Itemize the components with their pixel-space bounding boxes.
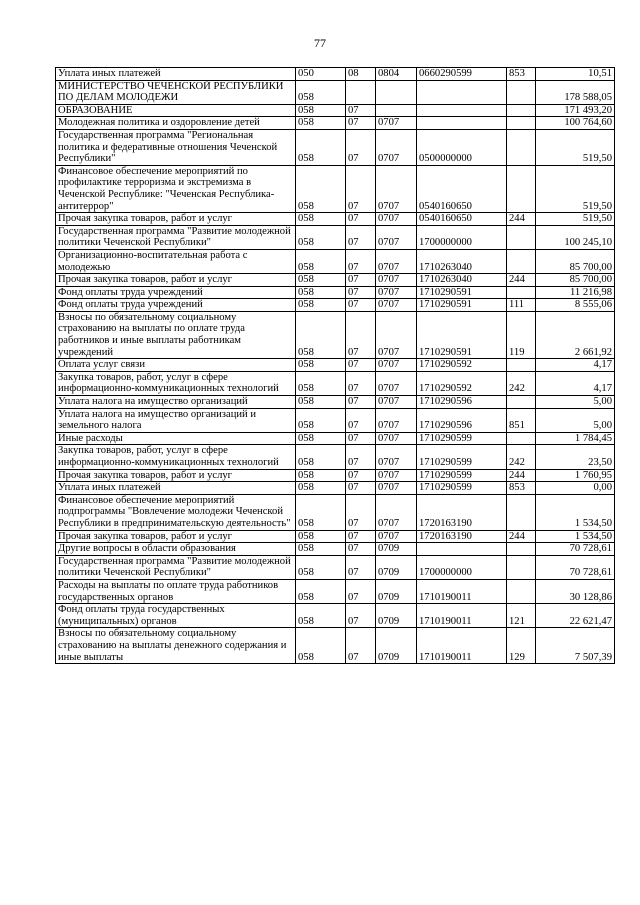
expense-type-cell: 853 xyxy=(507,482,536,495)
expense-type-cell xyxy=(507,249,536,273)
target-article-cell: 1720163190 xyxy=(417,530,507,543)
amount-cell: 30 128,86 xyxy=(536,579,615,603)
target-article-cell xyxy=(417,117,507,130)
subsection-code-cell: 0709 xyxy=(376,579,417,603)
target-article-cell: 1710290599 xyxy=(417,432,507,445)
subsection-code-cell: 0707 xyxy=(376,286,417,299)
gr-code-cell: 058 xyxy=(296,286,346,299)
table-row xyxy=(56,628,615,664)
subsection-code-cell: 0707 xyxy=(376,299,417,312)
expense-name-cell: МИНИСТЕРСТВО ЧЕЧЕНСКОЙ РЕСПУБЛИКИ ПО ДЕЛАМ МОЛОДЕЖИ xyxy=(56,80,296,104)
table-row xyxy=(56,579,615,603)
budget-table-body xyxy=(56,68,615,664)
gr-code-cell: 058 xyxy=(296,530,346,543)
table-row xyxy=(56,530,615,543)
subsection-code-cell: 0707 xyxy=(376,129,417,165)
amount-cell: 10,51 xyxy=(536,68,615,81)
section-code-cell: 07 xyxy=(346,396,376,409)
gr-code-cell: 058 xyxy=(296,80,346,104)
table-row xyxy=(56,396,615,409)
expense-name-cell: Иные расходы xyxy=(56,432,296,445)
expense-name-cell: Уплата иных платежей xyxy=(56,68,296,81)
subsection-code-cell: 0707 xyxy=(376,274,417,287)
amount-cell: 1 534,50 xyxy=(536,494,615,530)
table-row xyxy=(56,225,615,249)
table-row xyxy=(56,543,615,556)
expense-type-cell: 244 xyxy=(507,213,536,226)
table-row xyxy=(56,482,615,495)
section-code-cell: 07 xyxy=(346,299,376,312)
expense-name-cell: Финансовое обеспечение мероприятий по профилактике терроризма и экстремизма в Чеченской Республике: "Чеченская Республика-антитеррор" xyxy=(56,165,296,212)
table-row xyxy=(56,604,615,628)
gr-code-cell: 058 xyxy=(296,579,346,603)
target-article-cell: 1710190011 xyxy=(417,579,507,603)
amount-cell: 178 588,05 xyxy=(536,80,615,104)
gr-code-cell: 058 xyxy=(296,482,346,495)
section-code-cell: 07 xyxy=(346,165,376,212)
subsection-code-cell: 0707 xyxy=(376,408,417,432)
section-code-cell: 07 xyxy=(346,494,376,530)
subsection-code-cell: 0707 xyxy=(376,469,417,482)
table-row xyxy=(56,249,615,273)
gr-code-cell: 058 xyxy=(296,104,346,117)
table-row xyxy=(56,117,615,130)
gr-code-cell: 058 xyxy=(296,555,346,579)
amount-cell: 2 661,92 xyxy=(536,311,615,358)
expense-name-cell: Закупка товаров, работ, услуг в сфере информационно-коммуникационных технологий xyxy=(56,445,296,469)
section-code-cell: 07 xyxy=(346,371,376,395)
expense-name-cell: Фонд оплаты труда учреждений xyxy=(56,286,296,299)
table-row xyxy=(56,494,615,530)
gr-code-cell: 058 xyxy=(296,371,346,395)
section-code-cell: 07 xyxy=(346,213,376,226)
amount-cell: 22 621,47 xyxy=(536,604,615,628)
expense-name-cell: Оплата услуг связи xyxy=(56,359,296,372)
expense-name-cell: Прочая закупка товаров, работ и услуг xyxy=(56,274,296,287)
target-article-cell: 1710263040 xyxy=(417,274,507,287)
amount-cell: 100 764,60 xyxy=(536,117,615,130)
target-article-cell: 1710290591 xyxy=(417,286,507,299)
target-article-cell: 0540160650 xyxy=(417,165,507,212)
expense-type-cell: 242 xyxy=(507,371,536,395)
expense-type-cell xyxy=(507,117,536,130)
expense-type-cell: 129 xyxy=(507,628,536,664)
expense-name-cell: Закупка товаров, работ, услуг в сфере информационно-коммуникационных технологий xyxy=(56,371,296,395)
subsection-code-cell: 0707 xyxy=(376,371,417,395)
gr-code-cell: 058 xyxy=(296,299,346,312)
section-code-cell: 07 xyxy=(346,579,376,603)
subsection-code-cell: 0709 xyxy=(376,543,417,556)
table-row xyxy=(56,80,615,104)
expense-name-cell: Прочая закупка товаров, работ и услуг xyxy=(56,213,296,226)
expense-type-cell: 244 xyxy=(507,469,536,482)
subsection-code-cell: 0707 xyxy=(376,396,417,409)
expense-type-cell xyxy=(507,543,536,556)
table-row xyxy=(56,408,615,432)
target-article-cell: 1720163190 xyxy=(417,494,507,530)
expense-type-cell xyxy=(507,104,536,117)
target-article-cell: 1710290599 xyxy=(417,482,507,495)
target-article-cell: 1710290599 xyxy=(417,445,507,469)
expense-name-cell: Другие вопросы в области образования xyxy=(56,543,296,556)
expense-name-cell: Уплата налога на имущество организаций xyxy=(56,396,296,409)
expense-name-cell: Государственная программа "Региональная политика и федеративные отношения Чеченской Республики" xyxy=(56,129,296,165)
table-row xyxy=(56,359,615,372)
expense-type-cell xyxy=(507,494,536,530)
amount-cell: 519,50 xyxy=(536,129,615,165)
table-row xyxy=(56,165,615,212)
expense-name-cell: ОБРАЗОВАНИЕ xyxy=(56,104,296,117)
amount-cell: 23,50 xyxy=(536,445,615,469)
amount-cell: 70 728,61 xyxy=(536,543,615,556)
gr-code-cell: 058 xyxy=(296,225,346,249)
section-code-cell: 07 xyxy=(346,469,376,482)
gr-code-cell: 058 xyxy=(296,213,346,226)
expense-name-cell: Прочая закупка товаров, работ и услуг xyxy=(56,469,296,482)
target-article-cell: 1710263040 xyxy=(417,249,507,273)
expense-name-cell: Взносы по обязательному социальному страхованию на выплаты денежного содержания и иные выплаты xyxy=(56,628,296,664)
section-code-cell xyxy=(346,80,376,104)
subsection-code-cell: 0707 xyxy=(376,494,417,530)
target-article-cell xyxy=(417,104,507,117)
amount-cell: 85 700,00 xyxy=(536,274,615,287)
expense-type-cell: 853 xyxy=(507,68,536,81)
amount-cell: 519,50 xyxy=(536,165,615,212)
section-code-cell: 07 xyxy=(346,530,376,543)
gr-code-cell: 058 xyxy=(296,469,346,482)
budget-table xyxy=(55,67,615,664)
page-number: 77 xyxy=(314,36,326,50)
expense-type-cell: 242 xyxy=(507,445,536,469)
gr-code-cell: 058 xyxy=(296,165,346,212)
section-code-cell: 07 xyxy=(346,628,376,664)
target-article-cell: 1710190011 xyxy=(417,604,507,628)
section-code-cell: 07 xyxy=(346,311,376,358)
expense-name-cell: Фонд оплаты труда учреждений xyxy=(56,299,296,312)
table-row xyxy=(56,68,615,81)
expense-type-cell xyxy=(507,286,536,299)
section-code-cell: 07 xyxy=(346,274,376,287)
subsection-code-cell: 0707 xyxy=(376,359,417,372)
expense-name-cell: Прочая закупка товаров, работ и услуг xyxy=(56,530,296,543)
target-article-cell: 0660290599 xyxy=(417,68,507,81)
expense-type-cell xyxy=(507,359,536,372)
subsection-code-cell: 0707 xyxy=(376,213,417,226)
expense-type-cell: 244 xyxy=(507,274,536,287)
amount-cell: 4,17 xyxy=(536,359,615,372)
expense-type-cell xyxy=(507,579,536,603)
section-code-cell: 07 xyxy=(346,432,376,445)
subsection-code-cell xyxy=(376,104,417,117)
amount-cell: 11 216,98 xyxy=(536,286,615,299)
expense-name-cell: Фонд оплаты труда государственных (муниципальных) органов xyxy=(56,604,296,628)
section-code-cell: 07 xyxy=(346,445,376,469)
target-article-cell: 0540160650 xyxy=(417,213,507,226)
amount-cell: 8 555,06 xyxy=(536,299,615,312)
gr-code-cell: 058 xyxy=(296,494,346,530)
target-article-cell: 1710290592 xyxy=(417,371,507,395)
subsection-code-cell: 0707 xyxy=(376,117,417,130)
amount-cell: 7 507,39 xyxy=(536,628,615,664)
amount-cell: 0,00 xyxy=(536,482,615,495)
gr-code-cell: 058 xyxy=(296,408,346,432)
subsection-code-cell: 0707 xyxy=(376,482,417,495)
table-row xyxy=(56,286,615,299)
table-row xyxy=(56,299,615,312)
subsection-code-cell: 0707 xyxy=(376,249,417,273)
expense-type-cell xyxy=(507,396,536,409)
section-code-cell: 08 xyxy=(346,68,376,81)
table-row xyxy=(56,445,615,469)
gr-code-cell: 058 xyxy=(296,445,346,469)
gr-code-cell: 058 xyxy=(296,628,346,664)
gr-code-cell: 058 xyxy=(296,604,346,628)
section-code-cell: 07 xyxy=(346,117,376,130)
gr-code-cell: 058 xyxy=(296,359,346,372)
target-article-cell: 1700000000 xyxy=(417,225,507,249)
table-row xyxy=(56,213,615,226)
amount-cell: 1 534,50 xyxy=(536,530,615,543)
section-code-cell: 07 xyxy=(346,359,376,372)
gr-code-cell: 058 xyxy=(296,543,346,556)
expense-type-cell xyxy=(507,432,536,445)
expense-type-cell xyxy=(507,129,536,165)
section-code-cell: 07 xyxy=(346,104,376,117)
expense-type-cell xyxy=(507,555,536,579)
subsection-code-cell: 0707 xyxy=(376,311,417,358)
expense-name-cell: Молодежная политика и оздоровление детей xyxy=(56,117,296,130)
subsection-code-cell: 0709 xyxy=(376,604,417,628)
table-row xyxy=(56,274,615,287)
section-code-cell: 07 xyxy=(346,543,376,556)
target-article-cell: 1710190011 xyxy=(417,628,507,664)
gr-code-cell: 058 xyxy=(296,396,346,409)
expense-type-cell xyxy=(507,225,536,249)
expense-type-cell: 851 xyxy=(507,408,536,432)
amount-cell: 1 760,95 xyxy=(536,469,615,482)
target-article-cell: 1700000000 xyxy=(417,555,507,579)
subsection-code-cell: 0709 xyxy=(376,628,417,664)
amount-cell: 171 493,20 xyxy=(536,104,615,117)
gr-code-cell: 058 xyxy=(296,311,346,358)
expense-type-cell: 121 xyxy=(507,604,536,628)
section-code-cell: 07 xyxy=(346,129,376,165)
target-article-cell xyxy=(417,543,507,556)
target-article-cell: 1710290591 xyxy=(417,311,507,358)
table-row xyxy=(56,129,615,165)
subsection-code-cell: 0707 xyxy=(376,225,417,249)
subsection-code-cell: 0804 xyxy=(376,68,417,81)
target-article-cell: 0500000000 xyxy=(417,129,507,165)
section-code-cell: 07 xyxy=(346,555,376,579)
expense-type-cell: 244 xyxy=(507,530,536,543)
gr-code-cell: 050 xyxy=(296,68,346,81)
subsection-code-cell: 0707 xyxy=(376,445,417,469)
target-article-cell: 1710290592 xyxy=(417,359,507,372)
table-row xyxy=(56,371,615,395)
target-article-cell: 1710290596 xyxy=(417,408,507,432)
target-article-cell: 1710290599 xyxy=(417,469,507,482)
gr-code-cell: 058 xyxy=(296,274,346,287)
section-code-cell: 07 xyxy=(346,482,376,495)
expense-name-cell: Государственная программа "Развитие молодежной политики Чеченской Республики" xyxy=(56,225,296,249)
expense-name-cell: Финансовое обеспечение мероприятий подпрограммы "Вовлечение молодежи Чеченской Республики в предпринимательскую деятельность" xyxy=(56,494,296,530)
target-article-cell xyxy=(417,80,507,104)
amount-cell: 70 728,61 xyxy=(536,555,615,579)
amount-cell: 4,17 xyxy=(536,371,615,395)
subsection-code-cell: 0707 xyxy=(376,530,417,543)
expense-name-cell: Взносы по обязательному социальному страхованию на выплаты по оплате труда работников и иные выплаты работникам учреждений xyxy=(56,311,296,358)
gr-code-cell: 058 xyxy=(296,249,346,273)
amount-cell: 85 700,00 xyxy=(536,249,615,273)
expense-type-cell: 111 xyxy=(507,299,536,312)
table-row xyxy=(56,469,615,482)
table-row xyxy=(56,104,615,117)
section-code-cell: 07 xyxy=(346,604,376,628)
expense-type-cell xyxy=(507,80,536,104)
subsection-code-cell: 0709 xyxy=(376,555,417,579)
gr-code-cell: 058 xyxy=(296,117,346,130)
expense-name-cell: Организационно-воспитательная работа с молодежью xyxy=(56,249,296,273)
amount-cell: 5,00 xyxy=(536,408,615,432)
section-code-cell: 07 xyxy=(346,249,376,273)
expense-type-cell xyxy=(507,165,536,212)
expense-type-cell: 119 xyxy=(507,311,536,358)
table-row xyxy=(56,555,615,579)
subsection-code-cell: 0707 xyxy=(376,165,417,212)
expense-name-cell: Уплата иных платежей xyxy=(56,482,296,495)
amount-cell: 519,50 xyxy=(536,213,615,226)
expense-name-cell: Уплата налога на имущество организаций и земельного налога xyxy=(56,408,296,432)
expense-name-cell: Государственная программа "Развитие молодежной политики Чеченской Республики" xyxy=(56,555,296,579)
amount-cell: 5,00 xyxy=(536,396,615,409)
expense-name-cell: Расходы на выплаты по оплате труда работников государственных органов xyxy=(56,579,296,603)
subsection-code-cell: 0707 xyxy=(376,432,417,445)
section-code-cell: 07 xyxy=(346,286,376,299)
amount-cell: 100 245,10 xyxy=(536,225,615,249)
section-code-cell: 07 xyxy=(346,408,376,432)
table-row xyxy=(56,311,615,358)
gr-code-cell: 058 xyxy=(296,432,346,445)
target-article-cell: 1710290591 xyxy=(417,299,507,312)
amount-cell: 1 784,45 xyxy=(536,432,615,445)
gr-code-cell: 058 xyxy=(296,129,346,165)
target-article-cell: 1710290596 xyxy=(417,396,507,409)
table-row xyxy=(56,432,615,445)
subsection-code-cell xyxy=(376,80,417,104)
section-code-cell: 07 xyxy=(346,225,376,249)
